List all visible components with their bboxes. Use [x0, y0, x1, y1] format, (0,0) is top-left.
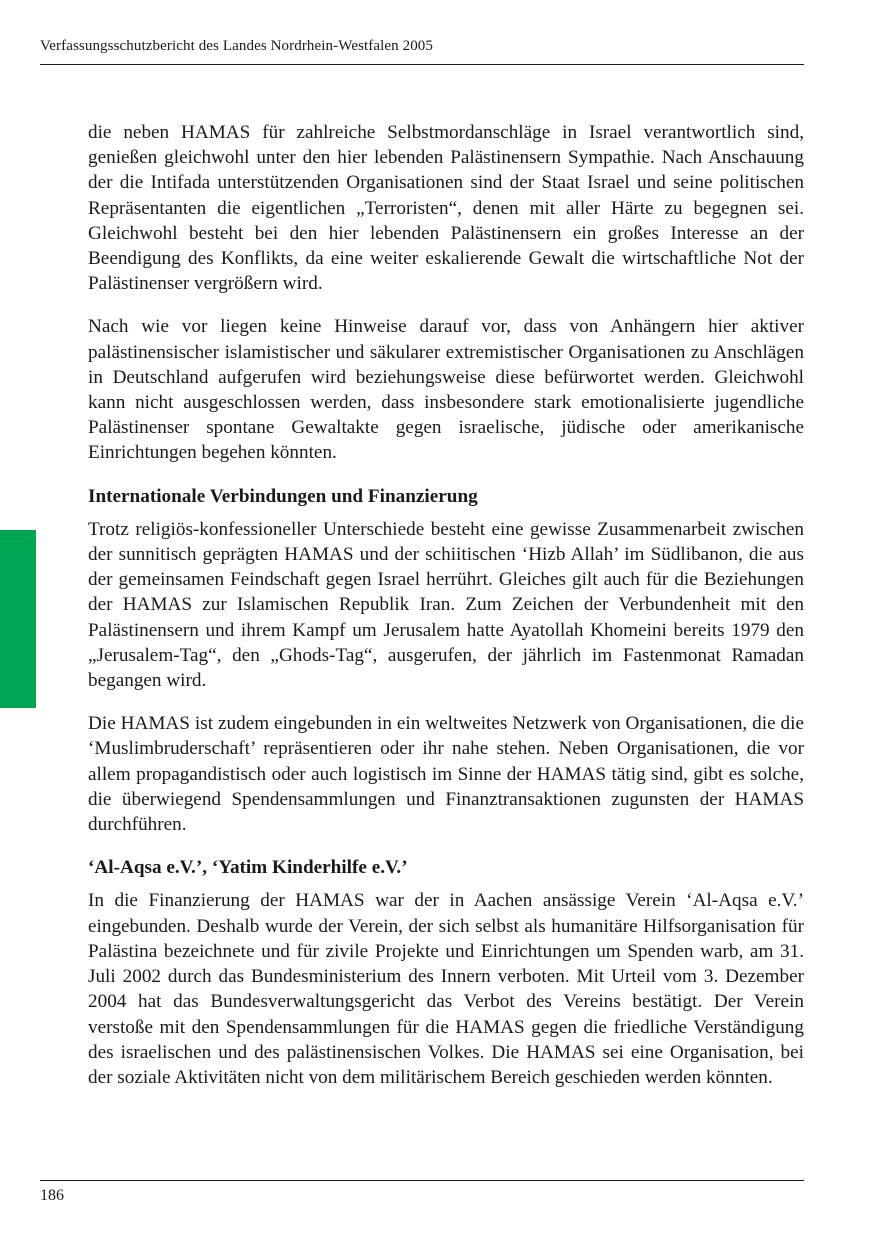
section-heading-international: Internationale Verbindungen und Finanzierung: [88, 485, 478, 507]
footer-rule: [40, 1180, 804, 1181]
paragraph-2: Nach wie vor liegen keine Hinweise darauf vor, dass von Anhängern hier aktiver palästinensischer islamistischer und säkularer extremistischer Organisationen zu Anschlägen in Deutschland aufgerufen wird beziehungsweise diese befürwortet werden. Gleichwohl kann nicht ausgeschlossen werden, dass insbesondere stark emotionalisierte jugendliche Palästinenser spontane Gewaltakte gegen israelische, jüdische oder amerikanische Einrichtungen begehen könnten.: [88, 316, 804, 464]
paragraph-1: die neben HAMAS für zahlreiche Selbstmordanschläge in Israel verantwortlich sind, genießen gleichwohl unter den hier lebenden Palästinensern Sympathie. Nach Anschauung der die Intifada unterstützenden Organisationen sind der Staat Israel und seine politischen Repräsentanten die eigentlichen „Terroristen“, denen mit aller Härte zu begegnen sei. Gleichwohl besteht bei den hier lebenden Palästinensern ein großes Interesse an der Beendigung des Konflikts, da eine weiter eskalierende Gewalt die wirtschaftliche Not der Palästinenser vergrößern wird.: [88, 122, 804, 295]
chapter-marker-tab: [0, 530, 36, 708]
paragraph-4: Die HAMAS ist zudem eingebunden in ein weltweites Netzwerk von Organisationen, die die ‘Muslimbruderschaft’ repräsentieren oder ihr nahe stehen. Neben Organisationen, die vor allem propagandistisch oder auch logistisch im Sinne der HAMAS tätig sind, gibt es solche, die überwiegend Spendensammlungen und Finanztransaktionen zugunsten der HAMAS durchführen.: [88, 713, 804, 836]
section-heading-al-aqsa: ‘Al-Aqsa e.V.’, ‘Yatim Kinderhilfe e.V.’: [88, 857, 408, 879]
paragraph-3: Trotz religiös-konfessioneller Unterschiede besteht eine gewisse Zusammenarbeit zwischen der sunnitisch geprägten HAMAS und der schiitischen ‘Hizb Allah’ im Südlibanon, die aus der gemeinsamen Feindschaft gegen Israel herrührt. Gleiches gilt auch für die Beziehungen der HAMAS zur Islamischen Republik Iran. Zum Zeichen der Verbundenheit mit den Palästinensern und ihrem Kampf um Jerusalem hatte Ayatollah Khomeini bereits 1979 den „Jerusalem-Tag“, den „Ghods-Tag“, ausgerufen, der jährlich im Fastenmonat Ramadan begangen wird.: [88, 518, 804, 692]
page-number: 186: [40, 1187, 64, 1204]
paragraph-5: In die Finanzierung der HAMAS war der in Aachen ansässige Verein ‘Al-Aqsa e.V.’ eingebunden. Deshalb wurde der Verein, der sich selbst als humanitäre Hilfsorganisation für Palästina bezeichnete und für zivile Projekte und Einrichtungen um Spenden warb, am 31. Juli 2002 durch das Bundesministerium des Innern verboten. Mit Urteil vom 3. Dezember 2004 hat das Bundesverwaltungsgericht das Verbot des Vereins bestätigt. Der Verein verstoße mit den Spendensammlungen für die HAMAS gegen die friedliche Verständigung des israelischen und des palästinensischen Volkes. Die HAMAS sei eine Organisation, bei der soziale Aktivitäten nicht von dem militärischem Bereich geschieden werden könnten.: [88, 890, 804, 1088]
header-rule: [40, 64, 804, 65]
running-header: Verfassungsschutzbericht des Landes Nordrhein-Westfalen 2005: [40, 38, 434, 54]
page-content: [88, 120, 804, 1108]
